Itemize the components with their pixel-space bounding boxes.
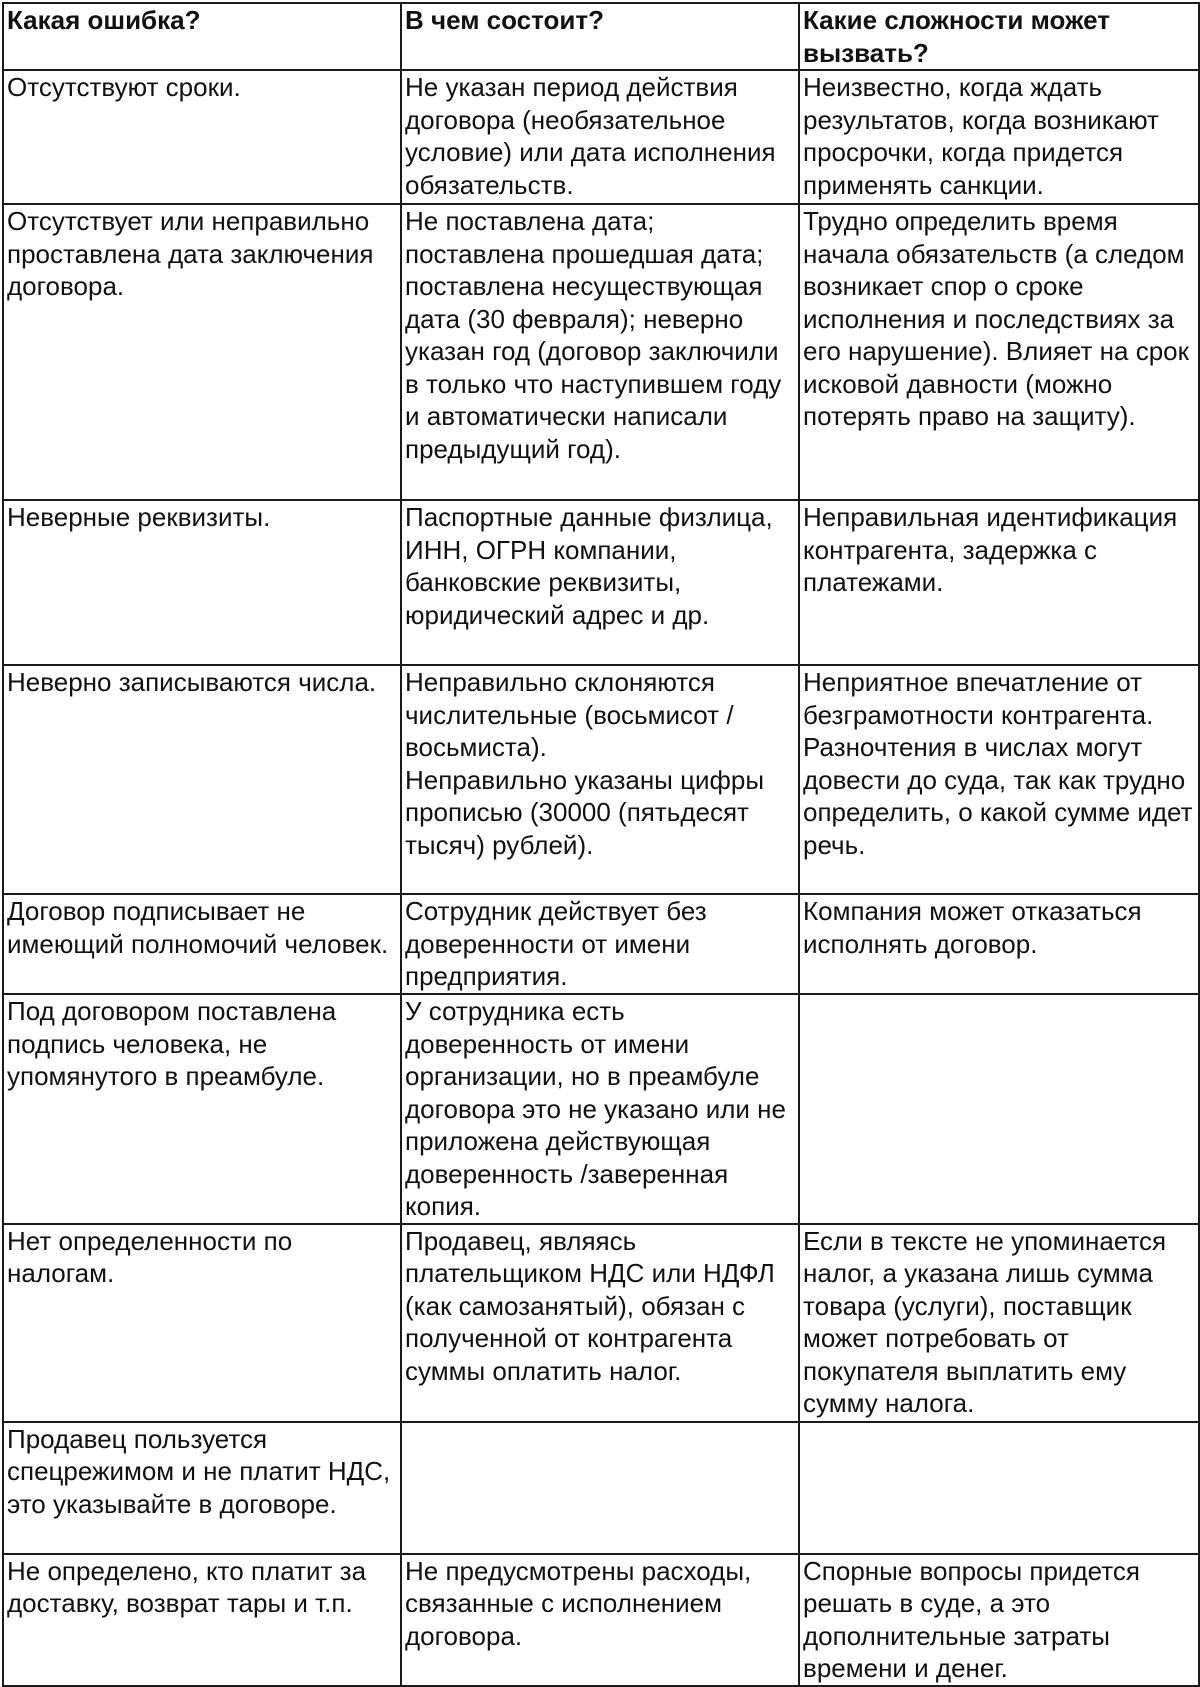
consequences-cell xyxy=(799,204,1199,500)
consequences-text: Компания может отказаться исполнять договор. xyxy=(803,896,1142,959)
error-cell xyxy=(3,500,401,665)
error-text: Не определено, кто платит за доставку, возврат тары и т.п. xyxy=(7,1555,367,1618)
contract-errors-table xyxy=(2,2,1200,1687)
table-row xyxy=(3,204,1199,500)
description-text: Продавец, являясь плательщиком НДС или НДФЛ (как самозанятый), обязан с полученной от контрагента суммы оплатить налог. xyxy=(405,1225,775,1386)
error-text: Договор подписывает не имеющий полномочий человек. xyxy=(7,896,389,959)
consequences-text: Неизвестно, когда ждать результатов, когда возникают просрочки, когда придется применять санкции. xyxy=(803,72,1159,200)
consequences-text: Неправильная идентификация контрагента, задержка с платежами. xyxy=(803,502,1178,597)
description-cell xyxy=(401,994,799,1224)
header-error: Какая ошибка? xyxy=(3,3,401,70)
consequences-text: Если в тексте не упоминается налог, а указана лишь сумма товара (услуги), поставщик может потребовать от покупателя выплатить ему сумму налога. xyxy=(803,1225,1167,1418)
error-cell xyxy=(3,894,401,994)
error-cell xyxy=(3,665,401,894)
table-header xyxy=(3,3,1199,70)
table-row xyxy=(3,500,1199,665)
consequences-text: Спорные вопросы придется решать в суде, а это дополнительные затраты времени и денег. xyxy=(803,1555,1140,1683)
description-cell xyxy=(401,1554,799,1686)
table-row xyxy=(3,665,1199,894)
consequences-cell xyxy=(799,894,1199,994)
consequences-cell xyxy=(799,994,1199,1224)
error-text: Отсутствуют сроки. xyxy=(7,72,241,102)
error-cell xyxy=(3,70,401,204)
description-text: Паспортные данные физлица, ИНН, ОГРН компании, банковские реквизиты, юридический адрес и др. xyxy=(405,502,773,630)
description-text: Не предусмотрены расходы, связанные с исполнением договора. xyxy=(405,1555,752,1651)
consequences-cell xyxy=(799,1224,1199,1422)
error-text: Продавец пользуется спецрежимом и не платит НДС, это указывайте в договоре. xyxy=(7,1423,391,1519)
error-cell xyxy=(3,994,401,1224)
header-consequences: Какие сложности может вызвать? xyxy=(799,3,1199,70)
description-cell xyxy=(401,1224,799,1422)
consequences-text: Неприятное впечатление от безграмотности контрагента. Разночтения в числах могут довести до суда, так как трудно определить, о какой сумме идет речь. xyxy=(803,667,1193,860)
header-description: В чем состоит? xyxy=(401,3,799,70)
description-cell xyxy=(401,894,799,994)
table-row xyxy=(3,1554,1199,1686)
table-body xyxy=(3,70,1199,1686)
table-row xyxy=(3,894,1199,994)
table-row xyxy=(3,994,1199,1224)
header-row xyxy=(3,3,1199,70)
description-text: Неправильно склоняются числительные (восьмисот /восьмиста). Неправильно указаны цифры прописью (30000 (пятьдесят тысяч) рублей). xyxy=(405,667,765,860)
description-text: Сотрудник действует без доверенности от имени предприятия. xyxy=(405,896,707,991)
error-text: Неверные реквизиты. xyxy=(7,502,271,532)
description-cell xyxy=(401,665,799,894)
description-cell xyxy=(401,1422,799,1554)
error-text: Нет определенности по налогам. xyxy=(7,1225,293,1288)
consequences-cell xyxy=(799,500,1199,665)
error-cell xyxy=(3,1422,401,1554)
consequences-cell xyxy=(799,1554,1199,1686)
error-text: Неверно записываются числа. xyxy=(7,667,377,697)
error-text: Под договором поставлена подпись человека, не упомянутого в преамбуле. xyxy=(7,996,337,1091)
description-cell xyxy=(401,500,799,665)
consequences-cell xyxy=(799,70,1199,204)
table-row xyxy=(3,1224,1199,1422)
description-text: Не поставлена дата; поставлена прошедшая дата; поставлена несуществующая дата (30 февраля); неверно указан год (договор заключили в только что наступившем году и автоматически написали предыдущий год). xyxy=(405,206,782,464)
error-cell xyxy=(3,204,401,500)
error-cell xyxy=(3,1224,401,1422)
error-text: Отсутствует или неправильно проставлена дата заключения договора. xyxy=(7,206,374,301)
description-text: Не указан период действия договора (необязательное условие) или дата исполнения обязательств. xyxy=(405,72,776,200)
description-cell xyxy=(401,70,799,204)
error-cell xyxy=(3,1554,401,1686)
description-cell xyxy=(401,204,799,500)
consequences-cell xyxy=(799,1422,1199,1554)
table-row xyxy=(3,1422,1199,1554)
consequences-cell xyxy=(799,665,1199,894)
description-text: У сотрудника есть доверенность от имени организации, но в преамбуле договора это не указано или не приложена действующая доверенность /заверенная копия. xyxy=(405,996,786,1221)
table-row xyxy=(3,70,1199,204)
consequences-text: Трудно определить время начала обязательств (а следом возникает спор о сроке исполнения и последствиях за его нарушение). Влияет на срок исковой давности (можно потерять право на защиту). xyxy=(803,206,1189,431)
